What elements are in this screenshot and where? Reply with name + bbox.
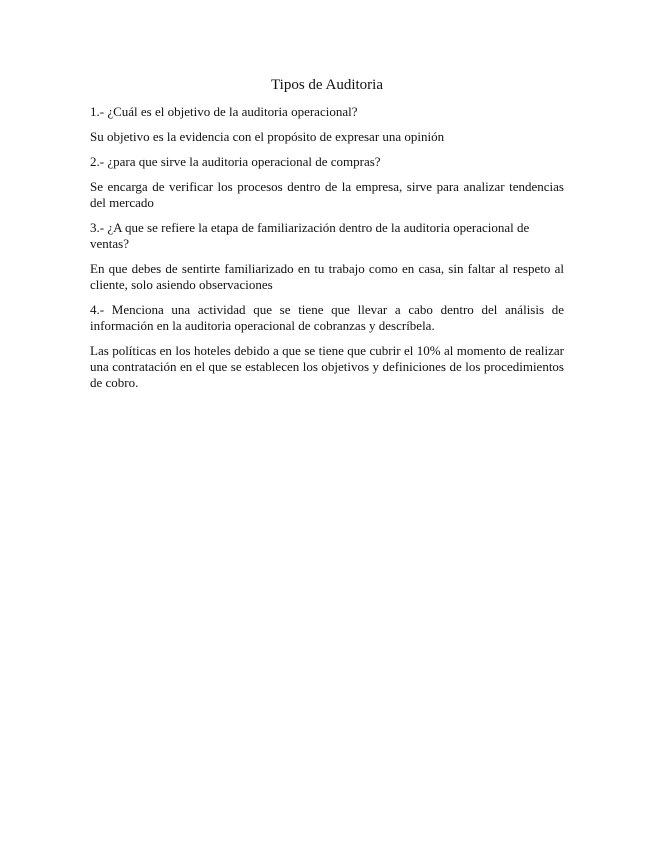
answer-2: Se encarga de verificar los procesos dentro de la empresa, sirve para analizar tendencias del mercado	[90, 179, 564, 210]
answer-1: Su objetivo es la evidencia con el propósito de expresar una opinión	[90, 129, 445, 144]
question-1: 1.- ¿Cuál es el objetivo de la auditoria operacional?	[90, 104, 358, 119]
document-body	[90, 76, 564, 400]
answer-3: En que debes de sentirte familiarizado en tu trabajo como en casa, sin faltar al respeto al cliente, solo asiendo observaciones	[90, 261, 564, 292]
question-3: 3.- ¿A que se refiere la etapa de familiarización dentro de la auditoria operacional de ventas?	[90, 220, 530, 251]
question-4: 4.- Menciona una actividad que se tiene que llevar a cabo dentro del análisis de información en la auditoria operacional de cobranzas y descríbela.	[90, 302, 564, 333]
answer-4: Las políticas en los hoteles debido a que se tiene que cubrir el 10% al momento de realizar una contratación en el que se establecen los objetivos y definiciones de los procedimientos de cobro.	[90, 343, 564, 390]
document-title: Tipos de Auditoria	[271, 77, 383, 93]
question-2: 2.- ¿para que sirve la auditoria operacional de compras?	[90, 154, 381, 169]
